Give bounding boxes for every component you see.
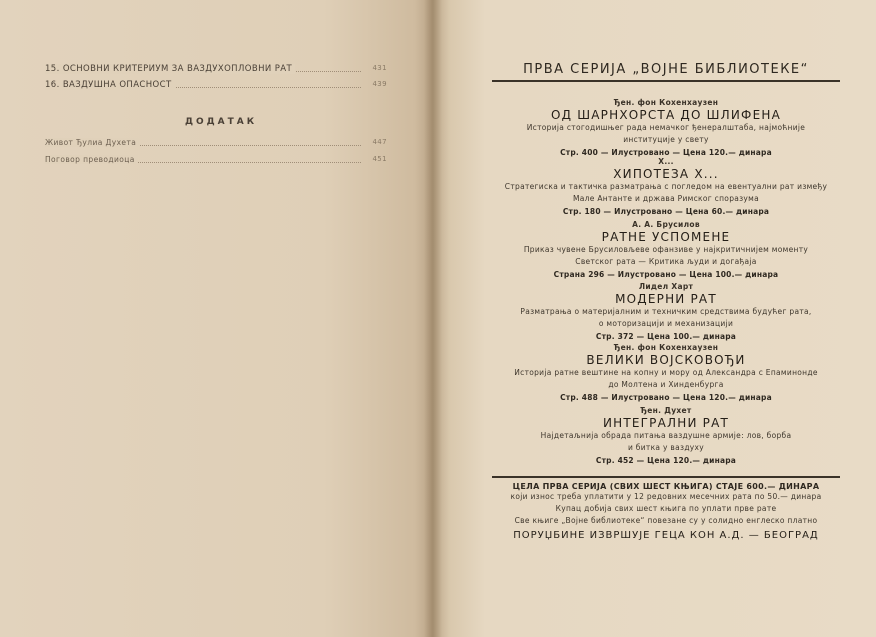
book-description: Најдетаљнија обрада питања ваздушне армије: лов, борба [540,431,792,440]
book-title: МОДЕРНИ РАТ [615,292,717,306]
footer-orders-line: ПОРУЏБИНЕ ИЗВРШУЈЕ ГЕЦА КОН А.Д. — БЕОГРАД [513,530,819,541]
book-author: Лидел Харт [638,282,694,291]
book-entry [480,157,852,216]
book-info: Стр. 452 — Цена 120.— динара [595,456,737,465]
book-description: и битка у ваздуху [627,443,705,452]
book-description: Историја ратне вештине на копну и мору од Александра с Епаминонде [514,368,818,377]
book-info: Страна 296 — Илустровано — Цена 100.— динара [553,270,779,279]
book-description: Приказ чувене Брусиловљеве офанзиве у најкритичнијем моменту [523,245,809,254]
book-author: Ђен. фон Кохенхаузен [613,98,719,107]
toc-entry-title: 15. ОСНОВНИ КРИТЕРИУМ ЗА ВАЗДУХОПЛОВНИ РАТ [45,64,295,74]
book-entry [480,343,852,402]
book-description: Стратегиска и тактичка разматрања с погледом на евентуални рат између [504,182,828,191]
toc-entry [45,80,387,92]
footer-price-line: ЦЕЛА ПРВА СЕРИЈА (СВИХ ШЕСТ КЊИГА) СТАЈЕ 600.— ДИНАРА [512,482,820,491]
book-entry [480,220,852,279]
appendix-entry [45,155,387,167]
toc-entry [45,64,387,76]
appendix-entry [45,138,387,150]
book-gutter [424,0,442,637]
book-description: Мале Антанте и држава Римског споразума [572,194,760,203]
book-author: Х... [658,157,674,166]
footer-delivery-line: Купац добија свих шест књига по уплати прве рате [555,504,777,513]
toc-entry-title: 16. ВАЗДУШНА ОПАСНОСТ [45,80,175,90]
series-title: ПРВА СЕРИЈА „ВОЈНЕ БИБЛИОТЕКЕ“ [523,62,809,77]
appendix-entry-page: 447 [372,138,387,146]
book-info: Стр. 400 — Илустровано — Цена 120.— динара [560,148,772,157]
book-info: Стр. 180 — Илустровано — Цена 60.— динара [562,207,770,216]
book-description: институције у свету [623,135,709,144]
book-author: Ђен. Духет [640,406,692,415]
book-title: РАТНЕ УСПОМЕНЕ [601,230,731,244]
book-description: до Молтена и Хинденбурга [608,380,724,389]
book-title: ИНТЕГРАЛНИ РАТ [602,416,730,430]
footer-binding-line: Све књиге „Војне библиотеке“ повезане су у солидно енглеско платно [514,516,818,525]
book-info: Стр. 372 — Цена 100.— динара [595,332,737,341]
book-description: Разматрања о материјалним и техничким средствима будућег рата, [520,307,812,316]
appendix-heading: ДОДАТАК [185,117,258,127]
book-entry [480,406,852,465]
book-author: Ђен. фон Кохенхаузен [613,343,719,352]
book-description: о моторизацији и механизацији [598,319,734,328]
book-title: ВЕЛИКИ ВОЈСКОВОЂИ [586,353,746,367]
appendix-entry-title: Живот Ђулиа Духета [45,138,139,147]
bottom-rule [492,476,840,478]
book-title: ХИПОТЕЗА Х... [613,167,719,181]
book-entry [480,98,852,157]
left-page [0,0,432,637]
book-title: ОД ШАРНХОРСТА ДО ШЛИФЕНА [551,108,781,122]
book-info: Стр. 488 — Илустровано — Цена 120.— динара [560,393,772,402]
series-footer [480,482,852,541]
top-rule [492,80,840,82]
footer-installments-line: који износ треба уплатити у 12 редовних месечних рата по 50.— динара [510,492,822,501]
book-description: Светског рата — Критика људи и догађаја [575,257,757,266]
toc-entry-page: 439 [372,80,387,88]
appendix-entry-title: Поговор преводиоца [45,155,138,164]
book-author: А. А. Брусилов [632,220,700,229]
book-entry [480,282,852,341]
appendix-entry-page: 451 [372,155,387,163]
book-description: Историја стогодишњег рада немачког ђенералштаба, најмоћније [526,123,806,132]
toc-entry-page: 431 [372,64,387,72]
